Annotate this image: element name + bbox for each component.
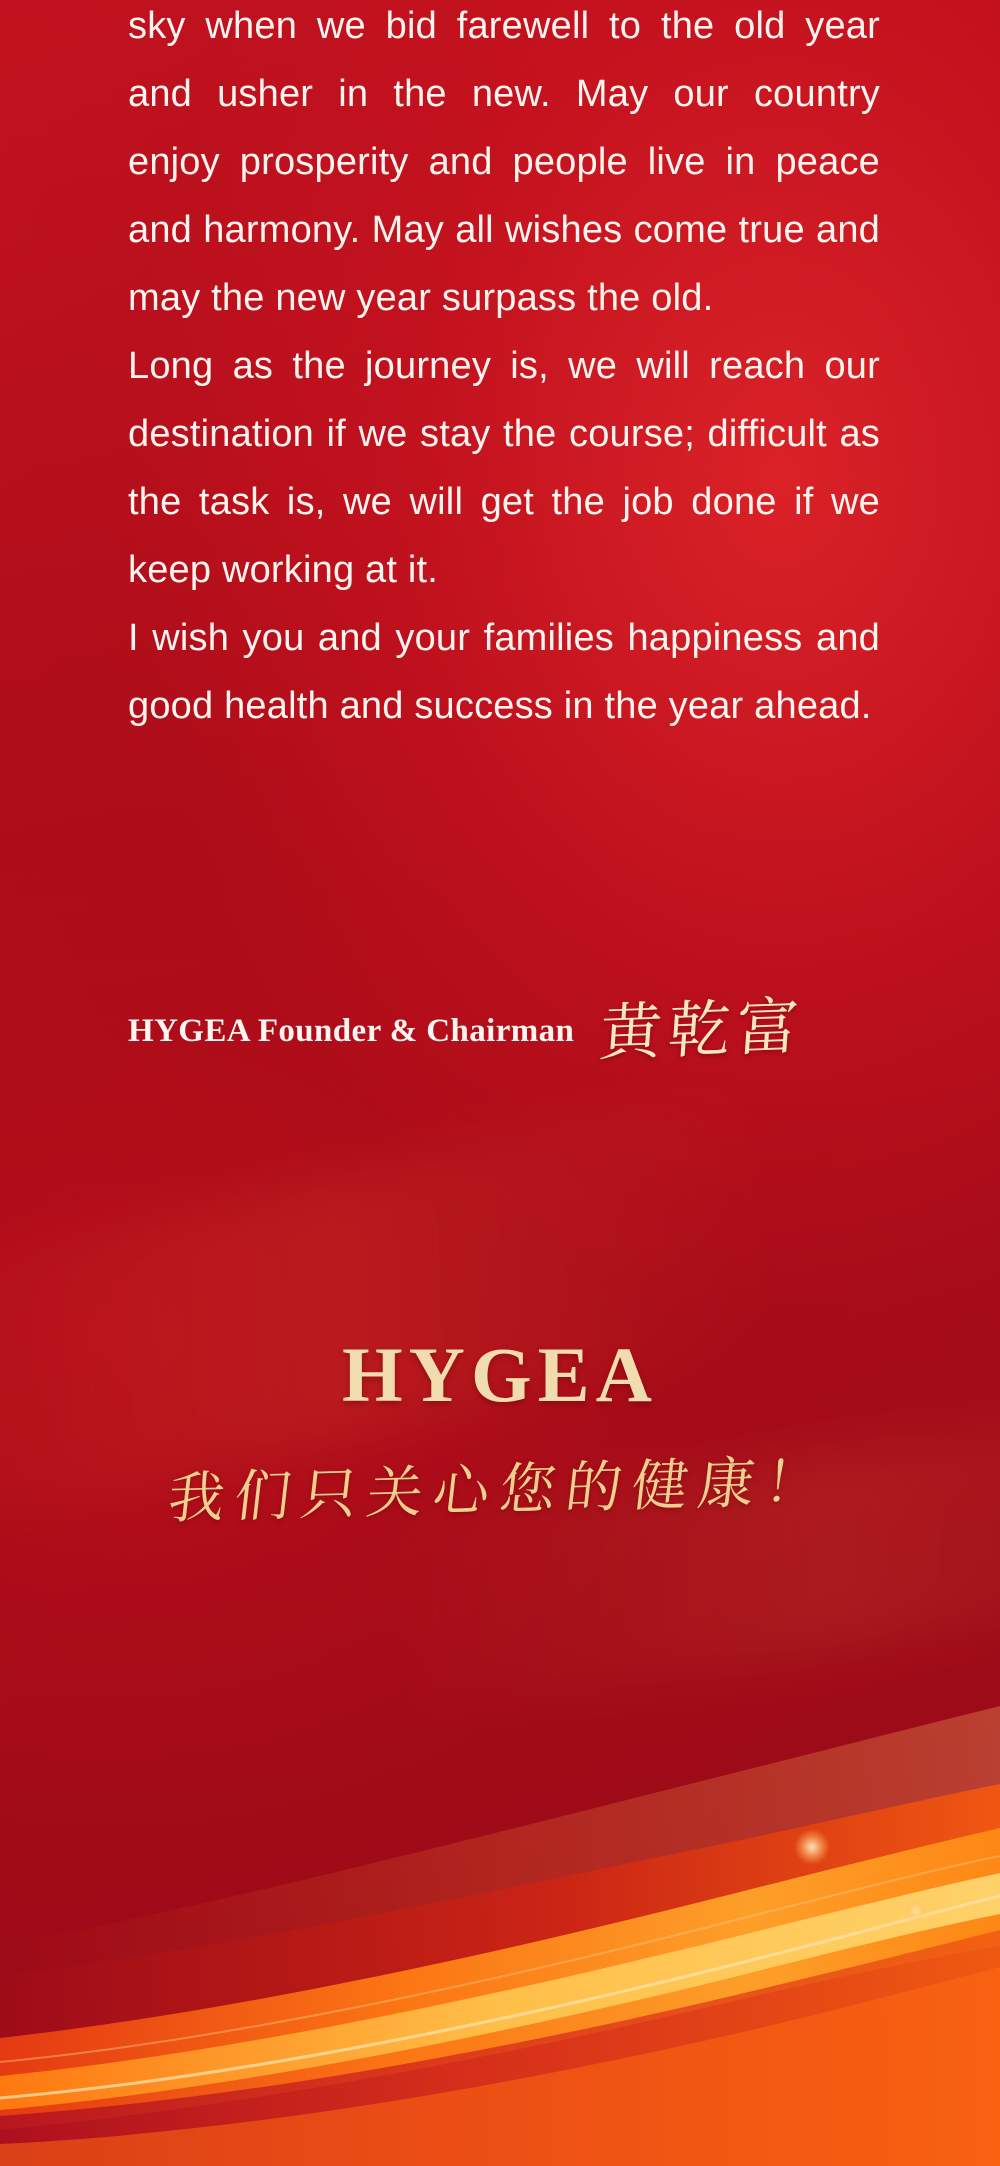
signature-name: 黄乾富: [597, 993, 808, 1069]
sparkle-decoration: [905, 1900, 927, 1922]
message-paragraph: sky when we bid farewell to the old year and usher in the new. May our country enjoy prosperity and people live in peace and harmony. May all wishes come true and may the new year surpass the old.: [128, 5, 880, 319]
greeting-message: [128, 0, 880, 740]
brand-slogan: 我们只关心您的健康！: [164, 1451, 835, 1531]
signature-title: HYGEA Founder & Chairman: [128, 1012, 575, 1049]
signature-block: [128, 993, 880, 1069]
sparkle-decoration: [795, 1830, 829, 1864]
brand-name: HYGEA: [341, 1331, 659, 1418]
message-paragraph: Long as the journey is, we will reach our destination if we stay the course; difficult as the task is, we will get the job done if we keep working at it.: [128, 345, 880, 591]
ribbon-decoration: [0, 1646, 1000, 2166]
brand-block: [0, 1330, 1000, 1531]
message-paragraph: I wish you and your families happiness and good health and success in the year ahead.: [128, 617, 880, 727]
